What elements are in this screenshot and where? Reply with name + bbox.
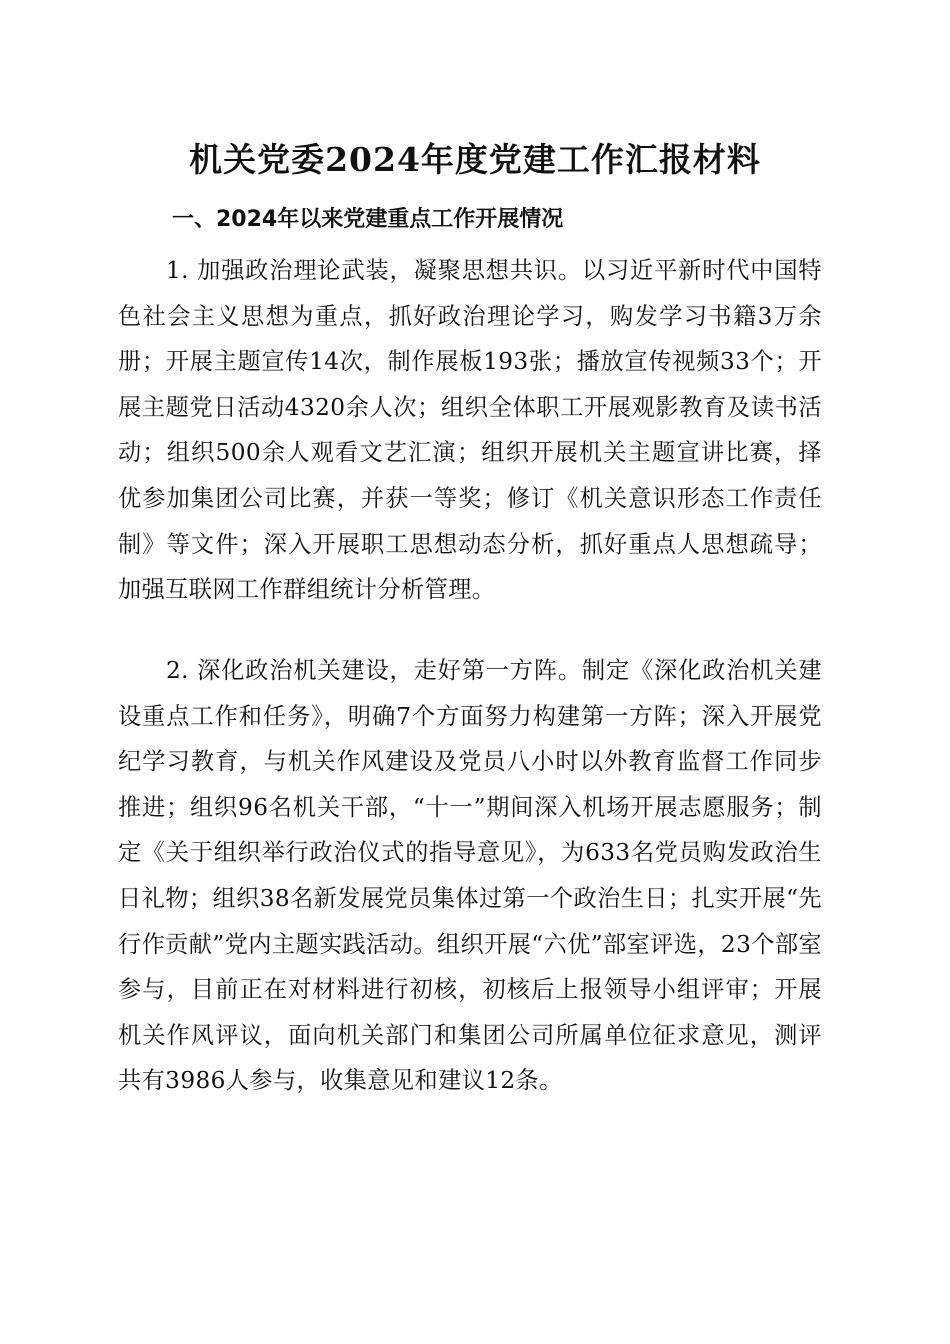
section-heading: 一、2024年以来党建重点工作开展情况: [172, 207, 564, 232]
document-title: 机关党委2024年度党建工作汇报材料: [189, 140, 761, 179]
body-paragraph-2: 2. 深化政治机关建设，走好第一方阵。制定《深化政治机关建设重点工作和任务》，明确7个方面努力构建第一方阵；深入开展党纪学习教育，与机关作风建设及党员八小时以外教育监督工作同步推进；组织96名机关干部，“十一”期间深入机场开展志愿服务；制定《关于组织举行政治仪式的指导意见》，为633名党员购发政治生日礼物；组织38名新发展党员集体过第一个政治生日；扎实开展“先行作贡献”党内主题实践活动。组织开展“六优”部室评选，23个部室参与，目前正在对材料进行初核，初核后上报领导小组评审；开展机关作风评议，面向机关部门和集团公司所属单位征求意见，测评共有3986人参与，收集意见和建议12条。: [118, 657, 822, 1095]
body-paragraph-1: 1. 加强政治理论武装，凝聚思想共识。以习近平新时代中国特色社会主义思想为重点，抓好政治理论学习，购发学习书籍3万余册；开展主题宣传14次，制作展板193张；播放宣传视频33个；开展主题党日活动4320余人次；组织全体职工开展观影教育及读书活动；组织500余人观看文艺汇演；组织开展机关主题宣讲比赛，择优参加集团公司比赛，并获一等奖；修订《机关意识形态工作责任制》等文件；深入开展职工思想动态分析，抓好重点人思想疏导；加强互联网工作群组统计分析管理。: [118, 257, 822, 604]
